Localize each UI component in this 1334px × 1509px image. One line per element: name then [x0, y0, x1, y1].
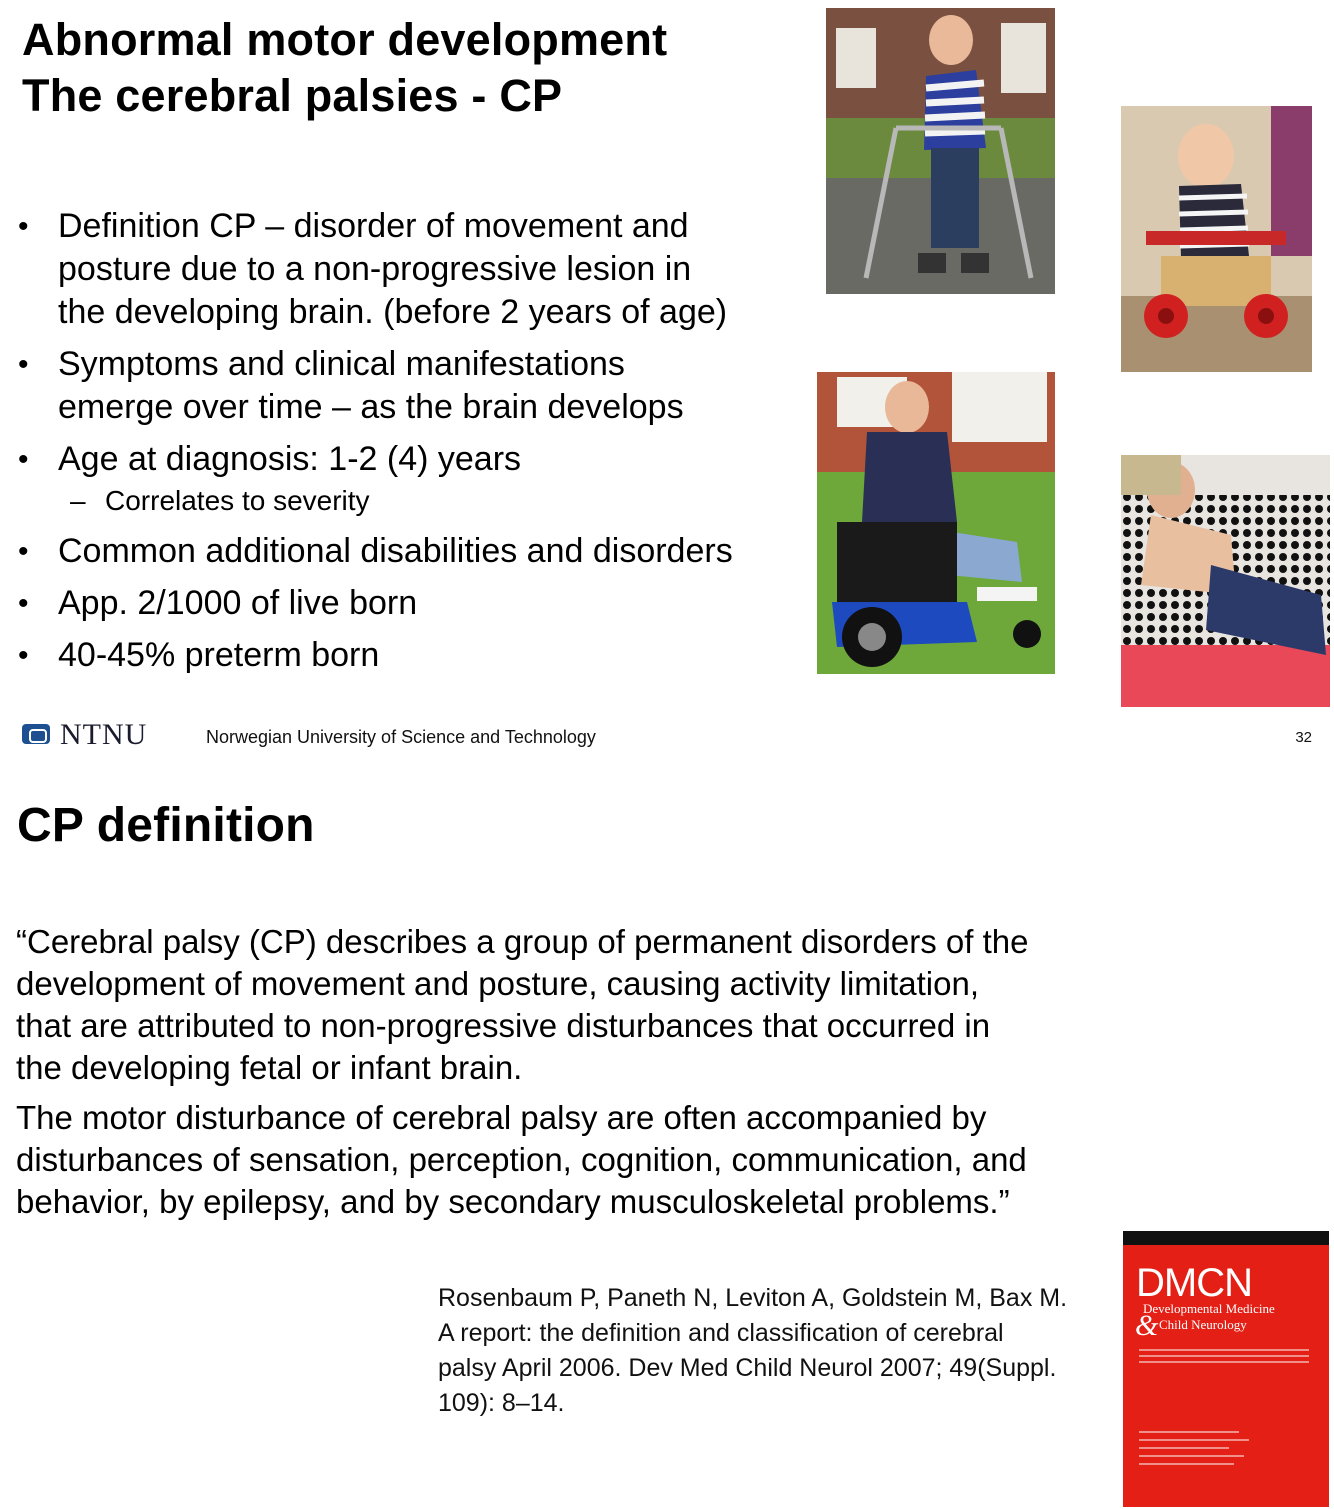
quote-line: the developing fetal or infant brain. [16, 1049, 523, 1086]
bullet-text: Symptoms and clinical manifestations [58, 345, 625, 383]
photo-boy-wheelchair [817, 372, 1055, 674]
title-line-2: The cerebral palsies - CP [22, 70, 563, 121]
page-number: 32 [1295, 729, 1312, 746]
quote-paragraph-1 [16, 921, 1116, 1089]
bullet-text: the developing brain. (before 2 years of age) [58, 293, 728, 331]
bullet-preterm [18, 634, 808, 677]
bullet-text: Definition CP – disorder of movement and [58, 207, 689, 245]
bullet-additional-disabilities [18, 530, 808, 573]
bullet-age-diagnosis [18, 438, 808, 481]
reference-citation [438, 1281, 1118, 1421]
sub-bullet-dash: – [70, 485, 86, 516]
bullet-symptoms [18, 343, 808, 429]
sub-bullet-severity [18, 484, 808, 518]
quote-line: disturbances of sensation, perception, cognition, communication, and [16, 1141, 1027, 1178]
ntnu-logo-text: NTNU [60, 718, 148, 751]
boy-lying-on-cushion-icon [1121, 455, 1330, 707]
slide2-title: CP definition [17, 799, 315, 852]
baby-on-ride-on-toy-icon [1121, 106, 1312, 372]
reference-line: Rosenbaum P, Paneth N, Leviton A, Goldstein M, Bax M. [438, 1284, 1068, 1312]
boy-in-power-wheelchair-icon [817, 372, 1055, 674]
definition-quote [16, 921, 1116, 1231]
cover-text-line [1139, 1361, 1309, 1363]
sub-bullet-text: Correlates to severity [105, 485, 370, 516]
slide1-title [22, 12, 667, 124]
cover-text-line [1139, 1431, 1239, 1433]
photo-boy-walker [826, 8, 1055, 294]
bullet-dot: • [18, 587, 29, 620]
bullet-prevalence [18, 582, 808, 625]
cover-text-line [1139, 1439, 1249, 1441]
slide1-footer [22, 718, 1312, 752]
dmcn-logo: DMCN [1136, 1261, 1252, 1305]
journal-ampersand: & [1135, 1309, 1159, 1342]
cover-text-line [1139, 1349, 1309, 1351]
quote-line: behavior, by epilepsy, and by secondary musculoskeletal problems.” [16, 1183, 1010, 1220]
bullet-dot: • [18, 443, 29, 476]
bullet-dot: • [18, 210, 29, 243]
quote-line: development of movement and posture, causing activity limitation, [16, 965, 979, 1002]
bullet-text: 40-45% preterm born [58, 636, 380, 674]
quote-line: that are attributed to non-progressive disturbances that occurred in [16, 1007, 991, 1044]
title-line-1: Abnormal motor development [22, 14, 668, 65]
bullet-dot: • [18, 535, 29, 568]
child-with-walker-icon [826, 8, 1055, 294]
bullet-text: emerge over time – as the brain develops [58, 388, 684, 426]
bullet-definition [18, 205, 808, 334]
bullet-list [18, 205, 808, 686]
reference-line: A report: the definition and classification of cerebral [438, 1319, 1004, 1347]
bullet-text: App. 2/1000 of live born [58, 584, 418, 622]
photo-boy-lying [1121, 455, 1330, 707]
reference-line: palsy April 2006. Dev Med Child Neurol 2007; 49(Suppl. [438, 1354, 1057, 1382]
cover-text-line [1139, 1455, 1244, 1457]
reference-line: 109): 8–14. [438, 1389, 565, 1417]
bullet-text: Age at diagnosis: 1-2 (4) years [58, 440, 522, 478]
cover-text-line [1139, 1463, 1234, 1465]
university-name: Norwegian University of Science and Technology [206, 727, 596, 747]
quote-line: “Cerebral palsy (CP) describes a group of permanent disorders of the [16, 923, 1029, 960]
cover-text-line [1139, 1447, 1229, 1449]
slide-cp-definition [0, 768, 1334, 1509]
bullet-text: Common additional disabilities and disorders [58, 532, 733, 570]
photo-baby-ride-on [1121, 106, 1312, 372]
journal-cover-dmcn [1123, 1231, 1329, 1507]
bullet-text: posture due to a non-progressive lesion in [58, 250, 692, 288]
cover-text-line [1139, 1355, 1309, 1357]
ntnu-logo-icon [22, 724, 50, 744]
bullet-dot: • [18, 348, 29, 381]
journal-name-line1: Developmental Medicine [1143, 1301, 1275, 1316]
quote-line: The motor disturbance of cerebral palsy are often accompanied by [16, 1099, 987, 1136]
quote-paragraph-2 [16, 1097, 1116, 1223]
bullet-dot: • [18, 639, 29, 672]
cover-top-band [1123, 1231, 1329, 1245]
journal-name-line2: Child Neurology [1159, 1317, 1247, 1332]
